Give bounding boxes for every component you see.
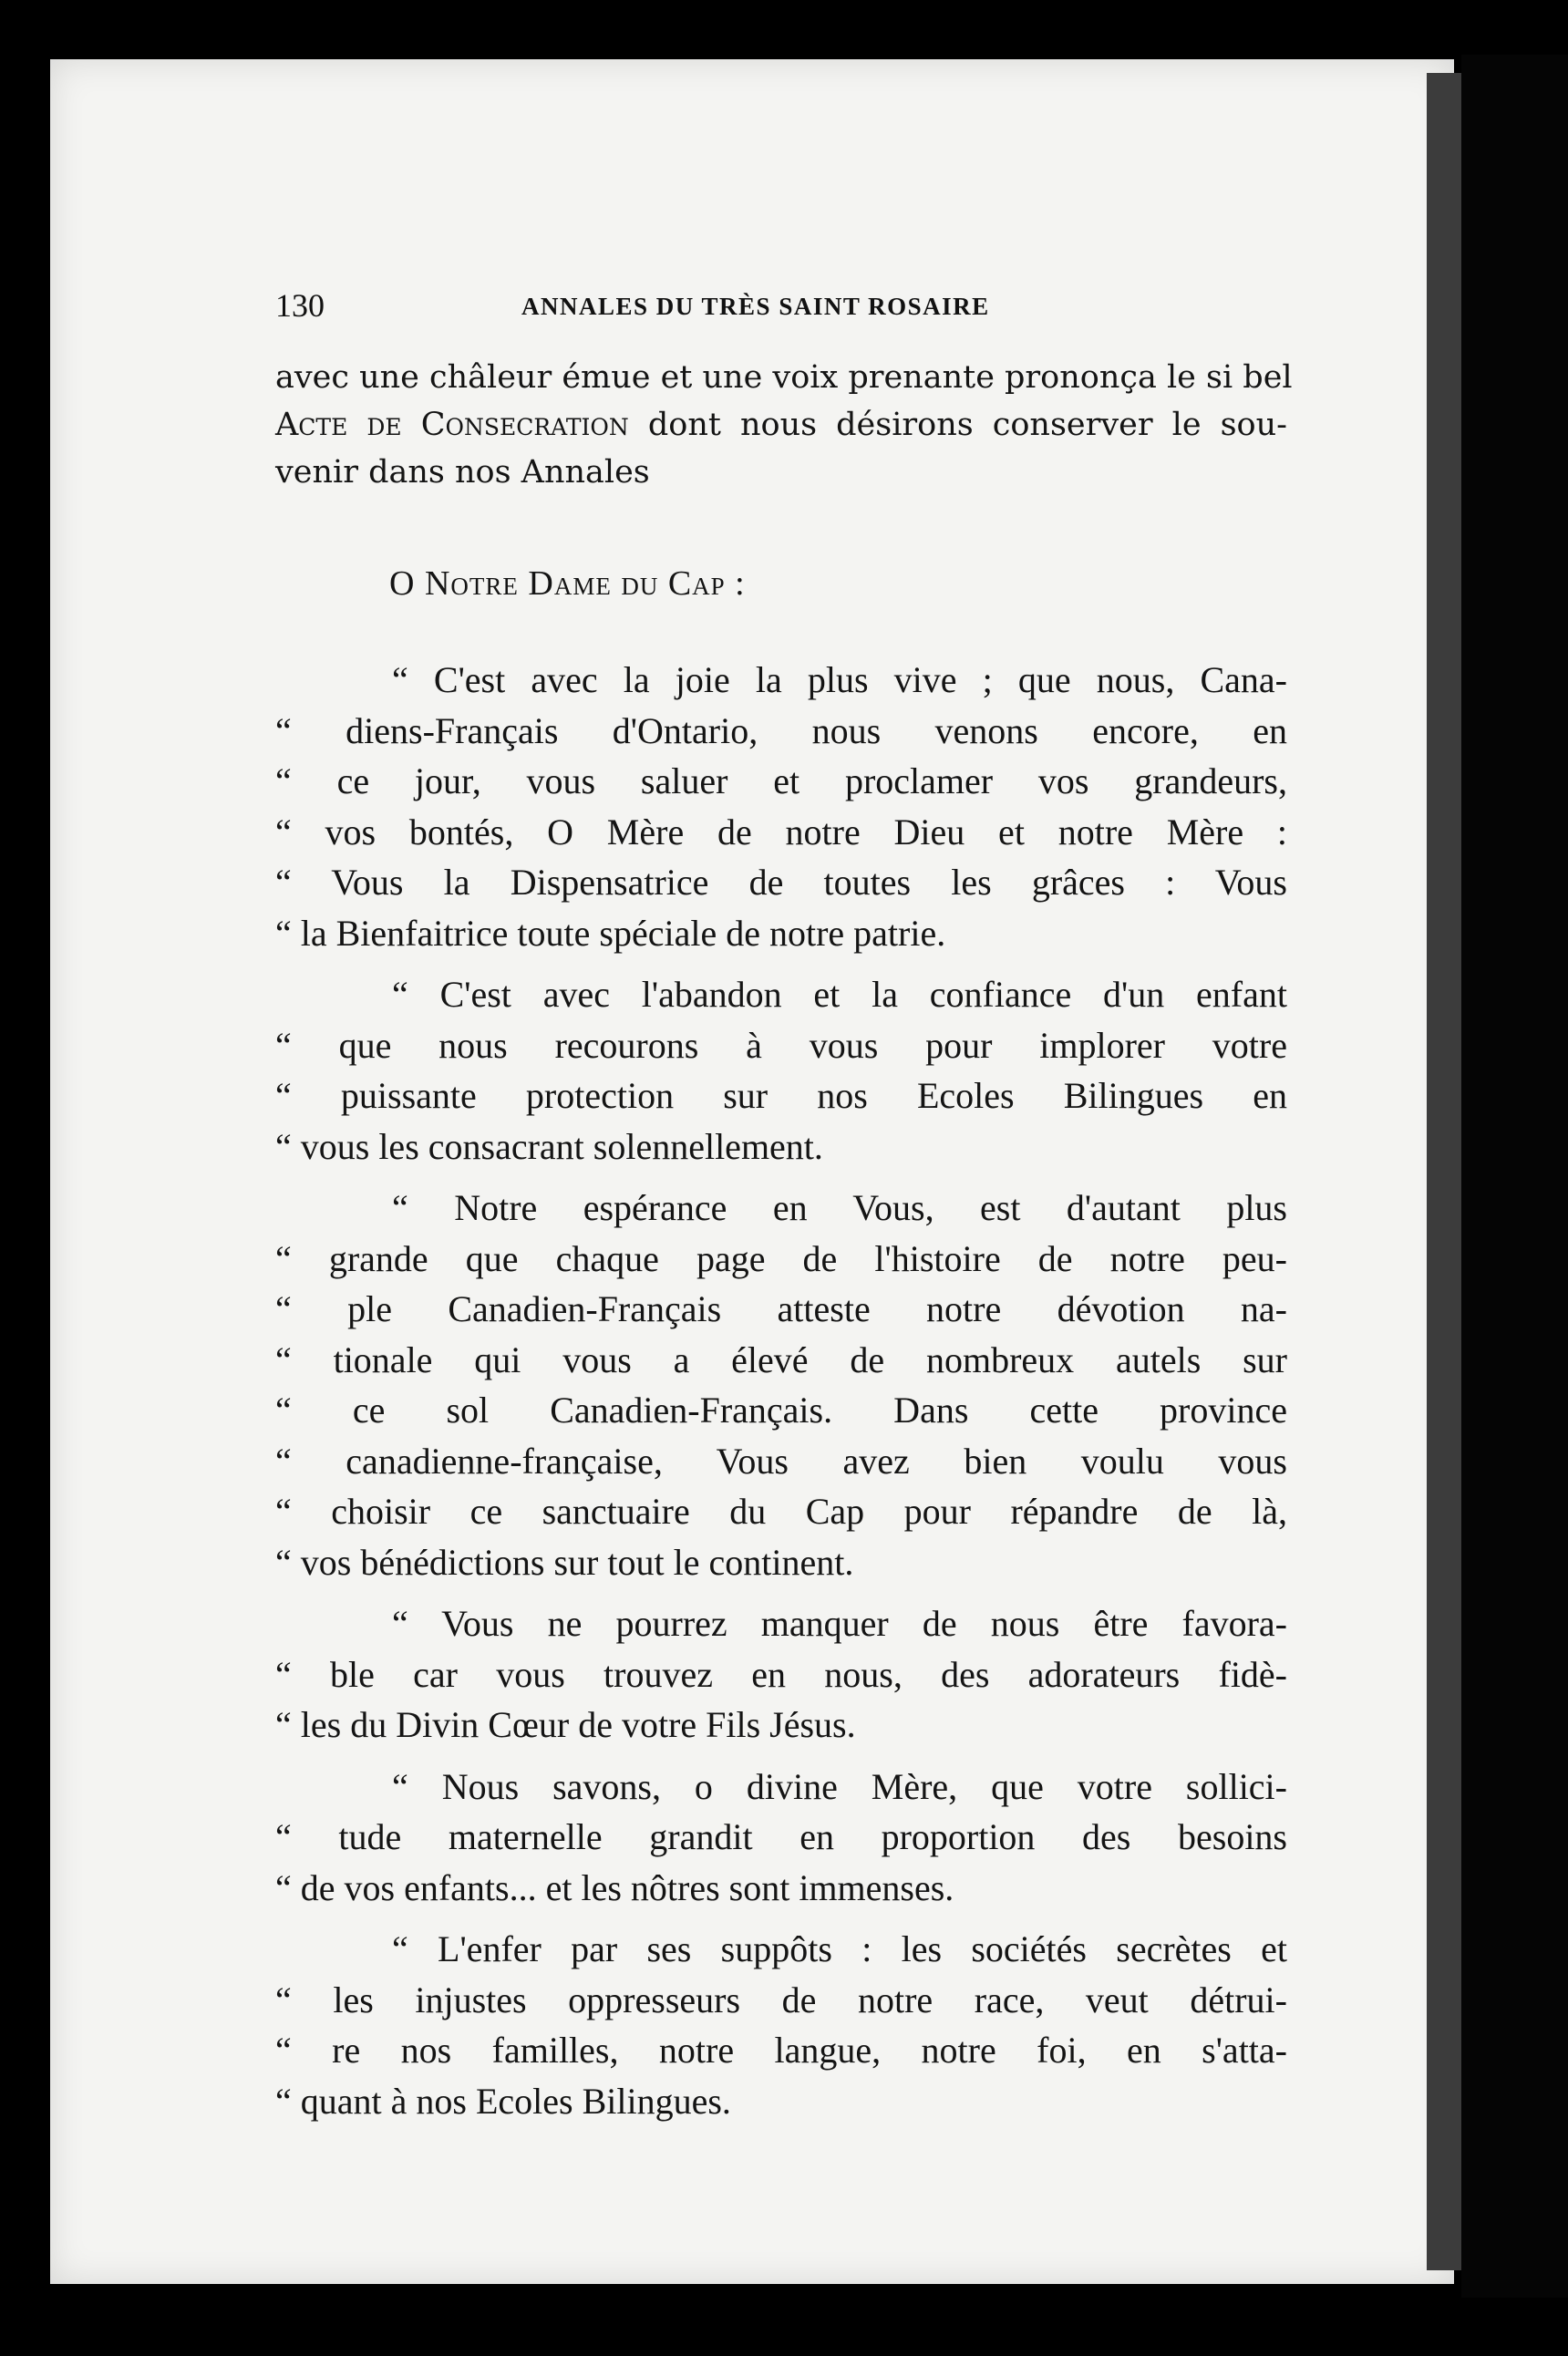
text-line: “ de vos enfants... et les nôtres sont immenses. xyxy=(275,1866,954,1908)
text-line: “ tionale qui vous a élevé de nombreux autels sur xyxy=(275,1338,1287,1380)
text-line: “ Notre espérance en Vous, est d'autant plus xyxy=(392,1187,1287,1228)
text-line: “ C'est avec la joie la plus vive ; que nous, Cana- xyxy=(392,659,1287,700)
prayer-paragraph xyxy=(275,969,1287,1172)
text-line: “ ce jour, vous saluer et proclamer vos grandeurs, xyxy=(275,760,1287,801)
page-body xyxy=(275,354,1293,2137)
page-edge xyxy=(1427,73,1461,2270)
text-line: “ que nous recourons à vous pour implorer votre xyxy=(275,1024,1287,1066)
text-line: “ C'est avec l'abandon et la confiance d'un enfant xyxy=(392,974,1287,1015)
address-name: Notre Dame du Cap : xyxy=(424,564,746,603)
text-line: “ vos bontés, O Mère de notre Dieu et notre Mère : xyxy=(275,811,1287,852)
address-prefix: O xyxy=(389,564,425,603)
text-fragment: dont nous désirons conserver le sou- xyxy=(628,407,1287,443)
prayer-paragraph xyxy=(275,1762,1287,1914)
text-line: “ tude maternelle grandit en proportion des besoins xyxy=(275,1816,1287,1857)
text-line: “ vos bénédictions sur tout le continent. xyxy=(275,1541,854,1583)
page-header xyxy=(275,283,1287,328)
text-line: “ canadienne-française, Vous avez bien voulu vous xyxy=(275,1440,1287,1482)
text-line: “ grande que chaque page de l'histoire de notre peu- xyxy=(275,1237,1287,1279)
text-line: “ Vous la Dispensatrice de toutes les grâces : Vous xyxy=(275,862,1287,903)
scan-border xyxy=(1461,55,1568,2298)
text-line: “ Vous ne pourrez manquer de nous être favora- xyxy=(392,1603,1287,1644)
text-line: “ ble car vous trouvez en nous, des adorateurs fidè- xyxy=(275,1653,1287,1695)
text-line: “ vous les consacrant solennellement. xyxy=(275,1125,823,1167)
prayer-paragraph xyxy=(275,1924,1287,2126)
text-line: “ la Bienfaitrice toute spéciale de notre patrie. xyxy=(275,912,946,954)
running-title: ANNALES DU TRÈS SAINT ROSAIRE xyxy=(521,293,990,320)
consecration-text xyxy=(275,655,1287,2126)
text-line: “ quant à nos Ecoles Bilingues. xyxy=(275,2080,731,2122)
text-line xyxy=(275,401,1287,449)
text-line: “ puissante protection sur nos Ecoles Bilingues en xyxy=(275,1075,1287,1116)
text-line: “ Nous savons, o divine Mère, que votre sollici- xyxy=(392,1765,1287,1807)
text-line: “ L'enfer par ses suppôts : les sociétés secrètes et xyxy=(392,1928,1287,1969)
prayer-paragraph xyxy=(275,655,1287,958)
act-title: Acte de Consecration xyxy=(275,407,629,443)
text-line: “ choisir ce sanctuaire du Cap pour répandre de là, xyxy=(275,1491,1287,1532)
address-heading xyxy=(389,556,1287,611)
text-line: “ les injustes oppresseurs de notre race, veut détrui- xyxy=(275,1979,1287,2020)
text-line: “ ple Canadien-Français atteste notre dévotion na- xyxy=(275,1288,1287,1329)
text-line: “ diens-Français d'Ontario, nous venons encore, en xyxy=(275,709,1287,751)
text-line: avec une châleur émue et une voix prenante prononça le si bel xyxy=(275,359,1293,396)
page-number: 130 xyxy=(275,287,325,324)
intro-paragraph xyxy=(275,354,1293,496)
text-line: venir dans nos Annales xyxy=(275,454,650,491)
text-line: “ ce sol Canadien-Français. Dans cette province xyxy=(275,1390,1287,1431)
text-line: “ les du Divin Cœur de votre Fils Jésus. xyxy=(275,1704,856,1745)
prayer-paragraph xyxy=(275,1598,1287,1751)
text-line: “ re nos familles, notre langue, notre foi, en s'atta- xyxy=(275,2030,1287,2071)
prayer-paragraph xyxy=(275,1183,1287,1587)
